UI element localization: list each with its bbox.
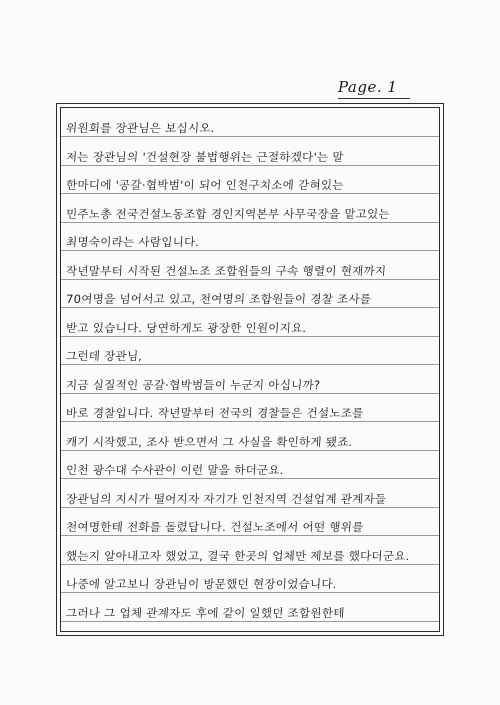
page-number [338, 78, 397, 96]
handwritten-line: 천여명한테 전화를 돌렸답니다. 건설노조에서 어떤 행위를 [65, 520, 365, 534]
handwritten-line: 위원회를 장관님은 보십시오. [65, 121, 216, 135]
handwritten-line: 인천 광수대 수사관이 이런 말을 하더군요. [65, 463, 285, 477]
handwritten-line: 캐기 시작했고, 조사 받으면서 그 사실을 확인하게 됐죠. [65, 434, 354, 449]
handwritten-line: 70여명을 넘어서고 있고, 천여명의 조합원들이 경찰 조사를 [65, 292, 372, 306]
handwritten-line: 최명숙이라는 사람입니다. [65, 235, 200, 249]
handwritten-line: 한마디에 '공갈·협박범'이 되어 인천구치소에 갇혀있는 [65, 178, 345, 192]
handwritten-line: 그런데 장관님, [65, 349, 143, 363]
ruled-line [61, 421, 439, 422]
handwritten-line: 저는 장관님의 '건설현장 불법행위는 근절하겠다'는 말 [65, 149, 345, 164]
ruled-line [61, 592, 439, 593]
handwritten-line: 그러나 그 업체 관계자도 후에 같이 일했던 조합원한테 [65, 605, 346, 620]
ruled-line [61, 193, 439, 194]
ruled-line [61, 307, 439, 308]
handwritten-line: 지금 실질적인 공갈·협박범들이 누군지 아십니까? [65, 377, 321, 392]
handwritten-line: 작년말부터 시작된 건설노조 조합원들의 구속 행렬이 현재까지 [65, 263, 387, 278]
ruled-line [61, 535, 439, 536]
handwritten-line: 했는지 알아내고자 했었고, 결국 한곳의 업체만 제보를 했다더군요. [65, 548, 411, 563]
ruled-line [61, 364, 439, 365]
page-number-underline [338, 98, 410, 99]
ruled-line [61, 250, 439, 251]
handwritten-line: 나중에 알고보니 장관님이 방문했던 현장이었습니다. [65, 577, 338, 591]
handwritten-line: 장관님의 지시가 떨어지자 자기가 인천지역 건설업계 관계자들 [65, 491, 387, 506]
page-number-label: Page. 1 [338, 78, 398, 96]
handwritten-line: 바로 경찰입니다. 작년말부터 전국의 경찰들은 건설노조를 [65, 406, 365, 420]
ruled-line [61, 478, 439, 479]
ruled-line [61, 136, 439, 137]
handwritten-line: 민주노총 전국건설노동조합 경인지역본부 사무국장을 맡고있는 [65, 206, 391, 221]
handwritten-line: 받고 있습니다. 당연하게도 광장한 인원이지요. [65, 320, 308, 335]
